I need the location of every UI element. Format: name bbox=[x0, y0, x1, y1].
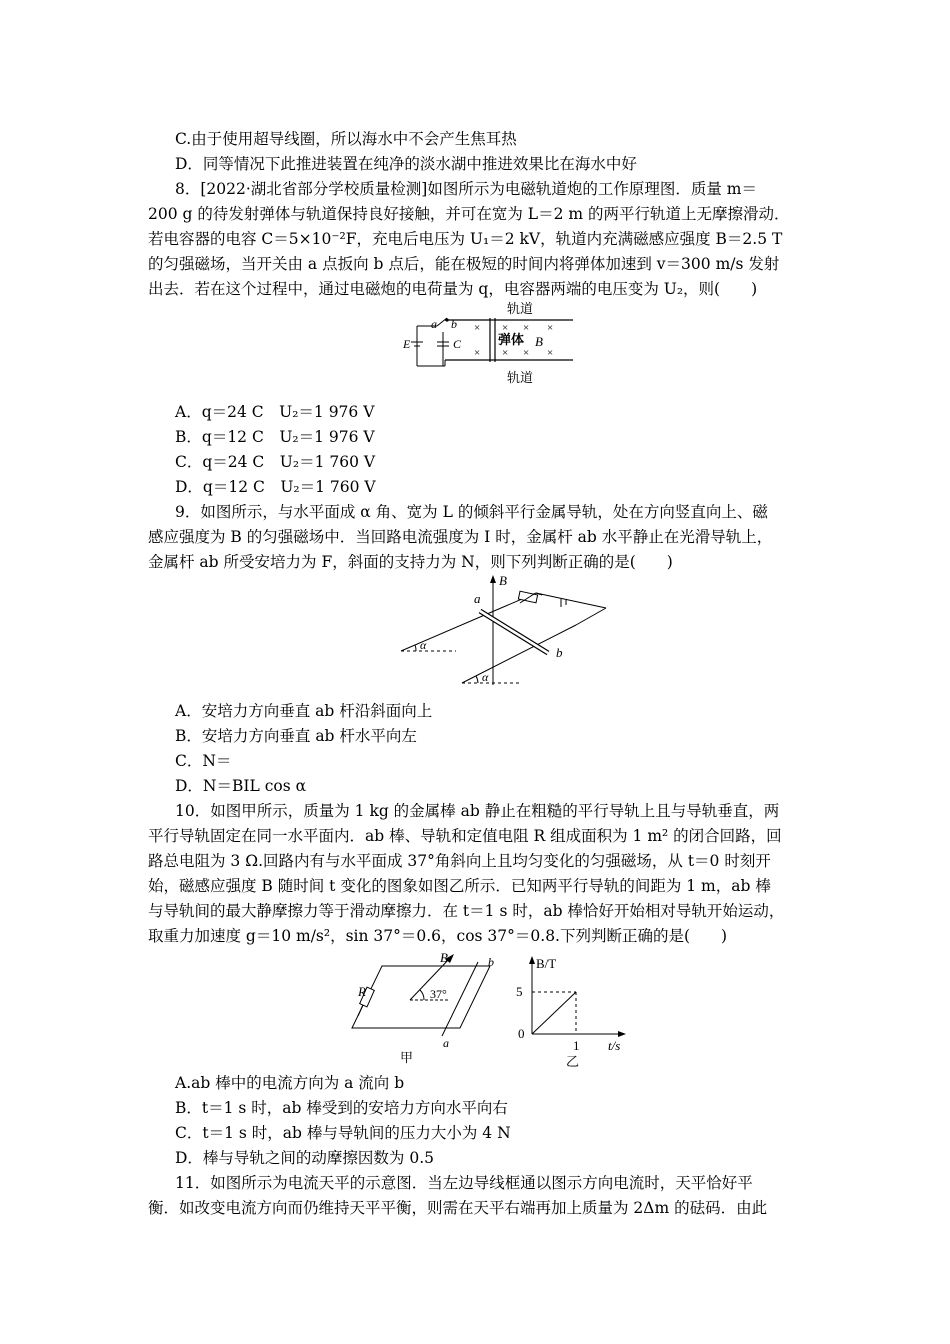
q8-option-d: D．q＝12 C U₂＝1 760 V bbox=[175, 478, 376, 496]
q8-option-b: B．q＝12 C U₂＝1 976 V bbox=[175, 428, 375, 446]
q10-option-a: A.ab 棒中的电流方向为 a 流向 b bbox=[175, 1074, 405, 1092]
q10-figure-yi bbox=[512, 954, 642, 1080]
b-t-line bbox=[532, 992, 576, 1034]
q8-railgun-figure bbox=[395, 300, 585, 386]
svg-text:a: a bbox=[431, 317, 437, 331]
q8-stem-line: 的匀强磁场，当开关由 a 点扳向 b 点后，能在极短的时间内将弹体加速到 v＝300 m/s 发射 bbox=[148, 255, 780, 273]
svg-text:×: × bbox=[502, 322, 509, 334]
q10-stem-line: 取重力加速度 g＝10 m/s²，sin 37°＝0.6，cos 37°＝0.8.下列判断正确的是( ) bbox=[148, 927, 728, 945]
q9-stem-line: 金属杆 ab 所受安培力为 F，斜面的支持力为 N，则下列判断正确的是( ) bbox=[148, 553, 673, 571]
q7-option-c: C.由于使用超导线圈，所以海水中不会产生焦耳热 bbox=[175, 130, 517, 148]
svg-text:乙: 乙 bbox=[566, 1054, 580, 1069]
q11-stem-line: 衡．如改变电流方向而仍维持天平平衡，则需在天平右端再加上质量为 2Δm 的砝码．由此 bbox=[148, 1199, 768, 1217]
q10-stem-line: 路总电阻为 3 Ω.回路内有与水平面成 37°角斜向上且均匀变化的匀强磁场，从 t＝0 时刻开 bbox=[148, 852, 771, 870]
q9-option-a: A．安培力方向垂直 ab 杆沿斜面向上 bbox=[175, 702, 433, 720]
svg-text:E: E bbox=[403, 337, 411, 351]
q11-stem-line: 11．如图所示为电流天平的示意图．当左边导线框通以图示方向电流时，天平恰好平 bbox=[175, 1174, 753, 1192]
q10-stem-line: 平行导轨固定在同一水平面内．ab 棒、导轨和定值电阻 R 组成面积为 1 m² 的闭合回路，回 bbox=[148, 827, 782, 845]
q10-option-d: D．棒与导轨之间的动摩擦因数为 0.5 bbox=[175, 1149, 435, 1167]
svg-text:甲: 甲 bbox=[400, 1050, 414, 1065]
q10-stem-line: 10．如图甲所示，质量为 1 kg 的金属棒 ab 静止在粗糙的平行导轨上且与导轨垂直，两 bbox=[175, 802, 780, 820]
q10-option-b: B．t＝1 s 时，ab 棒受到的安培力方向水平向右 bbox=[175, 1099, 508, 1117]
svg-text:t/s: t/s bbox=[608, 1038, 621, 1053]
svg-text:1: 1 bbox=[573, 1038, 580, 1053]
svg-text:a: a bbox=[474, 591, 481, 606]
rail-top-label: 轨道 bbox=[507, 301, 534, 316]
svg-text:×: × bbox=[474, 347, 481, 359]
svg-text:B: B bbox=[499, 573, 507, 588]
svg-text:×: × bbox=[547, 347, 554, 359]
svg-text:37°: 37° bbox=[430, 987, 447, 1001]
rail-bottom-label: 轨道 bbox=[507, 370, 534, 385]
q8-stem-line: 8．[2022·湖北省部分学校质量检测]如图所示为电磁轨道炮的工作原理图．质量 m＝ bbox=[175, 180, 757, 198]
q9-incline-figure bbox=[396, 573, 626, 688]
svg-text:×: × bbox=[523, 347, 530, 359]
q9-option-c: C．N＝ bbox=[175, 752, 232, 770]
q10-stem-line: 始，磁感应强度 B 随时间 t 变化的图象如图乙所示．已知两平行导轨的间距为 1 m，ab 棒 bbox=[148, 877, 771, 895]
svg-text:B: B bbox=[440, 950, 448, 965]
svg-text:5: 5 bbox=[516, 984, 523, 999]
svg-text:α: α bbox=[482, 670, 489, 684]
q10-stem-line: 与导轨间的最大静摩擦力等于滑动摩擦力．在 t＝1 s 时，ab 棒恰好开始相对导轨开始运动， bbox=[148, 902, 785, 920]
svg-text:α: α bbox=[420, 638, 427, 652]
svg-text:×: × bbox=[502, 347, 509, 359]
svg-text:0: 0 bbox=[518, 1026, 525, 1041]
q7-option-d: D．同等情况下此推进装置在纯净的淡水湖中推进效果比在海水中好 bbox=[175, 155, 637, 173]
svg-text:×: × bbox=[547, 322, 554, 334]
svg-text:B/T: B/T bbox=[536, 956, 557, 971]
svg-text:×: × bbox=[523, 322, 530, 334]
q8-stem-line: 200 g 的待发射弹体与轨道保持良好接触，并可在宽为 L＝2 m 的两平行轨道上无摩擦滑动． bbox=[148, 205, 790, 223]
svg-text:a: a bbox=[443, 1036, 449, 1050]
svg-text:b: b bbox=[451, 317, 457, 331]
q9-option-b: B．安培力方向垂直 ab 杆水平向左 bbox=[175, 727, 417, 745]
q8-stem-line: 出去．若在这个过程中，通过电磁炮的电荷量为 q，电容器两端的电压变为 U₂，则( ) bbox=[148, 280, 758, 298]
svg-text:R: R bbox=[358, 984, 366, 999]
q8-option-a: A．q＝24 C U₂＝1 976 V bbox=[175, 403, 375, 421]
field-label: B bbox=[535, 334, 543, 349]
projectile-label: 弹体 bbox=[498, 332, 525, 347]
q10-option-c: C．t＝1 s 时，ab 棒与导轨间的压力大小为 4 N bbox=[175, 1124, 511, 1142]
svg-text:b: b bbox=[488, 955, 494, 969]
q9-stem-line: 9．如图所示，与水平面成 α 角、宽为 L 的倾斜平行金属导轨，处在方向竖直向上、磁 bbox=[175, 503, 768, 521]
svg-text:b: b bbox=[556, 645, 563, 660]
q9-stem-line: 感应强度为 B 的匀强磁场中．当回路电流强度为 I 时，金属杆 ab 水平静止在光滑导轨上， bbox=[148, 528, 773, 546]
q9-option-d: D．N＝BIL cos α bbox=[175, 777, 307, 795]
q8-option-c: C．q＝24 C U₂＝1 760 V bbox=[175, 453, 376, 471]
q8-stem-line: 若电容器的电容 C＝5×10⁻²F，充电后电压为 U₁＝2 kV，轨道内充满磁感应强度 B＝2.5 T bbox=[148, 230, 783, 248]
svg-text:C: C bbox=[453, 337, 462, 351]
q10-figure-jia bbox=[350, 950, 510, 1066]
svg-text:×: × bbox=[474, 322, 481, 334]
